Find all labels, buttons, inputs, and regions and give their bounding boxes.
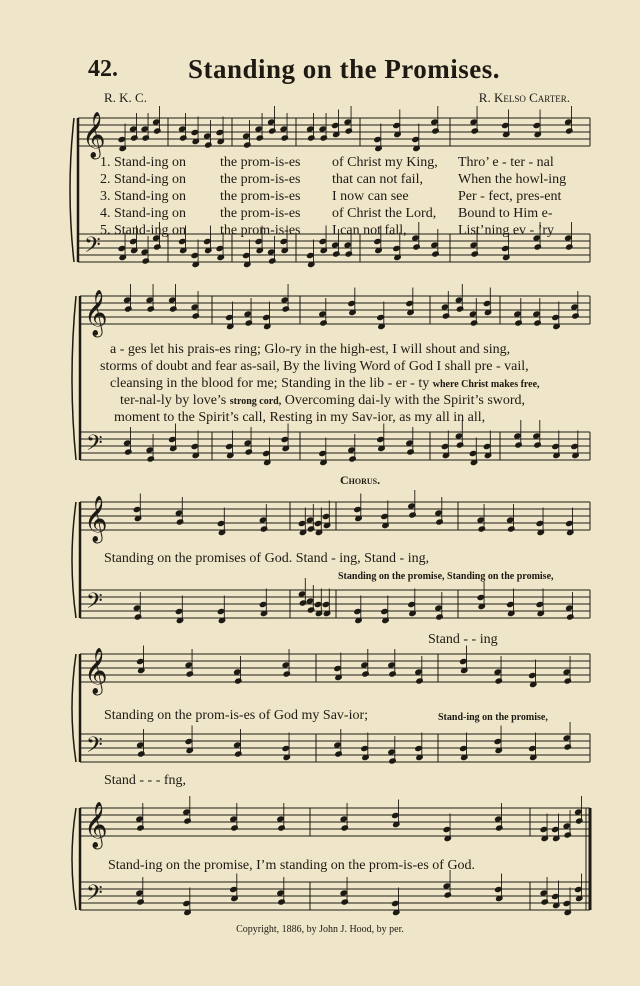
verse-cell: that can not fail,	[332, 172, 423, 187]
verse-cell: When the howl-ing	[458, 172, 567, 187]
note-head	[443, 891, 452, 898]
note-head	[533, 441, 542, 448]
note-head	[146, 455, 155, 462]
note-head	[565, 243, 574, 250]
note-head	[277, 898, 286, 905]
bass-lyric-line: Stand - - - fng,	[104, 773, 187, 788]
note-head	[563, 677, 572, 684]
note-head	[470, 127, 479, 134]
note-head	[234, 677, 243, 684]
note-head	[185, 670, 194, 677]
note-head	[124, 448, 133, 455]
note-head	[388, 757, 397, 764]
verse-line	[100, 154, 566, 171]
note-head	[299, 599, 308, 606]
note-head	[415, 677, 424, 684]
note-head	[307, 134, 316, 141]
treble-clef-icon: 𝄞	[84, 290, 108, 336]
note-head	[260, 525, 269, 532]
verse-cell: the prom-is-es	[220, 172, 301, 187]
note-head	[344, 127, 353, 134]
copyright-notice: Copyright, 1886, by John J. Hood, by per.	[236, 924, 404, 935]
note-head	[280, 134, 289, 141]
hymn-number: 42.	[88, 56, 118, 82]
note-head	[319, 319, 328, 326]
verse-text: ter-nal-ly by love’s	[120, 393, 227, 408]
verse-cell: the prom-is-es	[220, 189, 301, 204]
verse-cell: Bound to Him e-	[458, 206, 553, 221]
note-head	[230, 824, 239, 831]
note-head	[435, 613, 444, 620]
note-head	[575, 817, 584, 824]
verse-cell: Thro’ e - ter - nal	[458, 155, 554, 170]
note-head	[470, 319, 479, 326]
verse-cell: of Christ the Lord,	[332, 206, 437, 221]
note-head	[176, 518, 185, 525]
note-head	[477, 525, 486, 532]
chorus-line: Stand-ing on the promise, I’m standing on the prom-is-es of God.	[108, 858, 476, 873]
note-head	[130, 134, 139, 141]
verse-line	[100, 205, 566, 222]
note-head	[533, 243, 542, 250]
verse-text: Overcoming dai-ly with the Spirit’s sword,	[284, 393, 526, 408]
note-head	[169, 305, 178, 312]
author: R. K. C.	[104, 90, 147, 105]
note-head	[183, 817, 192, 824]
note-head	[533, 319, 542, 326]
treble-clef-icon: 𝄞	[82, 112, 106, 158]
verse-line: moment to the Spirit’s call, Resting in my Sav-ior, as my all in all,	[114, 410, 486, 425]
note-head	[348, 455, 357, 462]
note-head	[307, 525, 316, 532]
note-head	[507, 525, 516, 532]
note-head	[435, 518, 444, 525]
verse-cell: of Christ my King,	[332, 155, 438, 170]
note-head	[406, 448, 415, 455]
note-head	[494, 677, 503, 684]
verse-cell: 5. Stand-ing on	[100, 223, 186, 238]
chorus-echo-line: Stand-ing on the promise,	[438, 712, 548, 723]
verse-table	[100, 154, 566, 239]
chorus-line: Standing on the prom-is-es of God my Sav-ior;	[104, 708, 369, 723]
verse-small-text: where Christ makes free,	[432, 379, 540, 390]
note-head	[495, 824, 504, 831]
note-head	[334, 750, 343, 757]
bass-clef-icon: 𝄢	[86, 881, 103, 911]
verse-line	[120, 392, 525, 410]
note-head	[388, 670, 397, 677]
verse-cell: 3. Stand-ing on	[100, 189, 186, 204]
note-head	[412, 243, 421, 250]
note-head	[456, 305, 465, 312]
verse-line	[100, 222, 566, 239]
note-head	[234, 750, 243, 757]
note-head	[244, 448, 253, 455]
note-head	[514, 441, 523, 448]
bass-lyric-line: Stand - - ing	[428, 632, 498, 647]
note-head	[191, 312, 200, 319]
note-head	[141, 257, 150, 264]
verse-cell: the prom-is-es	[220, 155, 301, 170]
composer: R. Kelso Carter.	[478, 90, 570, 105]
note-head	[431, 250, 440, 257]
verse-cell: List’ning ev - ’ry	[458, 223, 555, 238]
verse-small-text: strong cord,	[229, 396, 282, 407]
note-head	[514, 319, 523, 326]
bass-clef-icon: 𝄢	[86, 733, 103, 763]
note-head	[134, 613, 143, 620]
verse-cell: 2. Stand-ing on	[100, 172, 186, 187]
note-head	[319, 134, 328, 141]
note-head	[146, 305, 155, 312]
note-head	[470, 250, 479, 257]
bass-clef-icon: 𝄢	[86, 589, 103, 619]
verse-cell: I can not fall,	[332, 223, 407, 238]
treble-clef-icon: 𝄞	[84, 802, 108, 848]
verse-line: storms of doubt and fear as-sail, By the living Word of God I shall pre - vail,	[100, 359, 529, 374]
verse-cell: I now can see	[332, 189, 409, 204]
note-head	[571, 312, 580, 319]
note-head	[268, 127, 277, 134]
note-head	[136, 824, 145, 831]
verse-line	[100, 188, 566, 205]
note-head	[332, 250, 341, 257]
verse-cell: 1. Stand-ing on	[100, 155, 186, 170]
hymn-title: Standing on the Promises.	[188, 54, 501, 84]
verse-cell: Per - fect, pres-ent	[458, 189, 562, 204]
note-head	[277, 824, 286, 831]
note-head	[566, 613, 575, 620]
note-head	[442, 312, 451, 319]
bass-clef-icon: 𝄢	[86, 431, 103, 461]
note-head	[243, 141, 252, 148]
note-head	[340, 824, 349, 831]
note-head	[540, 898, 549, 905]
verse-line	[100, 171, 566, 188]
system-brace	[72, 654, 76, 762]
note-head	[408, 511, 417, 518]
note-head	[179, 134, 188, 141]
system-brace	[70, 118, 74, 262]
chorus-echo-line: Standing on the promise, Standing on the promise,	[338, 571, 554, 582]
note-head	[340, 898, 349, 905]
note-head	[255, 134, 264, 141]
chorus-label: Chorus.	[340, 473, 381, 487]
note-head	[282, 670, 291, 677]
note-head	[153, 127, 162, 134]
note-head	[137, 750, 146, 757]
system-brace	[72, 808, 76, 910]
note-head	[204, 141, 213, 148]
note-head	[456, 441, 465, 448]
note-head	[141, 134, 150, 141]
verse-cell: the prom-is-es	[220, 223, 301, 238]
system-brace	[72, 502, 76, 618]
system-brace	[72, 296, 76, 460]
note-head	[124, 305, 133, 312]
note-head	[136, 898, 145, 905]
note-head	[344, 250, 353, 257]
verse-line	[110, 375, 540, 393]
bass-clef-icon: 𝄢	[84, 233, 101, 263]
note-head	[307, 606, 316, 613]
note-head	[563, 831, 572, 838]
verse-cell: 4. Stand-ing on	[100, 206, 186, 221]
verse-line: a - ges let his prais-es ring; Glo-ry in the high-est, I will shout and sing,	[110, 342, 511, 357]
note-head	[563, 743, 572, 750]
verse-text: cleansing in the blood for me; Standing in the lib - er - ty	[110, 376, 430, 391]
verse-cell: the prom-is-es	[220, 206, 301, 221]
note-head	[361, 670, 370, 677]
treble-clef-icon: 𝄞	[84, 648, 108, 694]
note-head	[268, 257, 277, 264]
treble-clef-icon: 𝄞	[84, 496, 108, 542]
note-head	[244, 319, 253, 326]
note-head	[431, 127, 440, 134]
note-head	[281, 305, 290, 312]
note-head	[565, 127, 574, 134]
note-head	[153, 243, 162, 250]
chorus-line: Standing on the promises of God. Stand - ing, Stand - ing,	[104, 551, 430, 566]
